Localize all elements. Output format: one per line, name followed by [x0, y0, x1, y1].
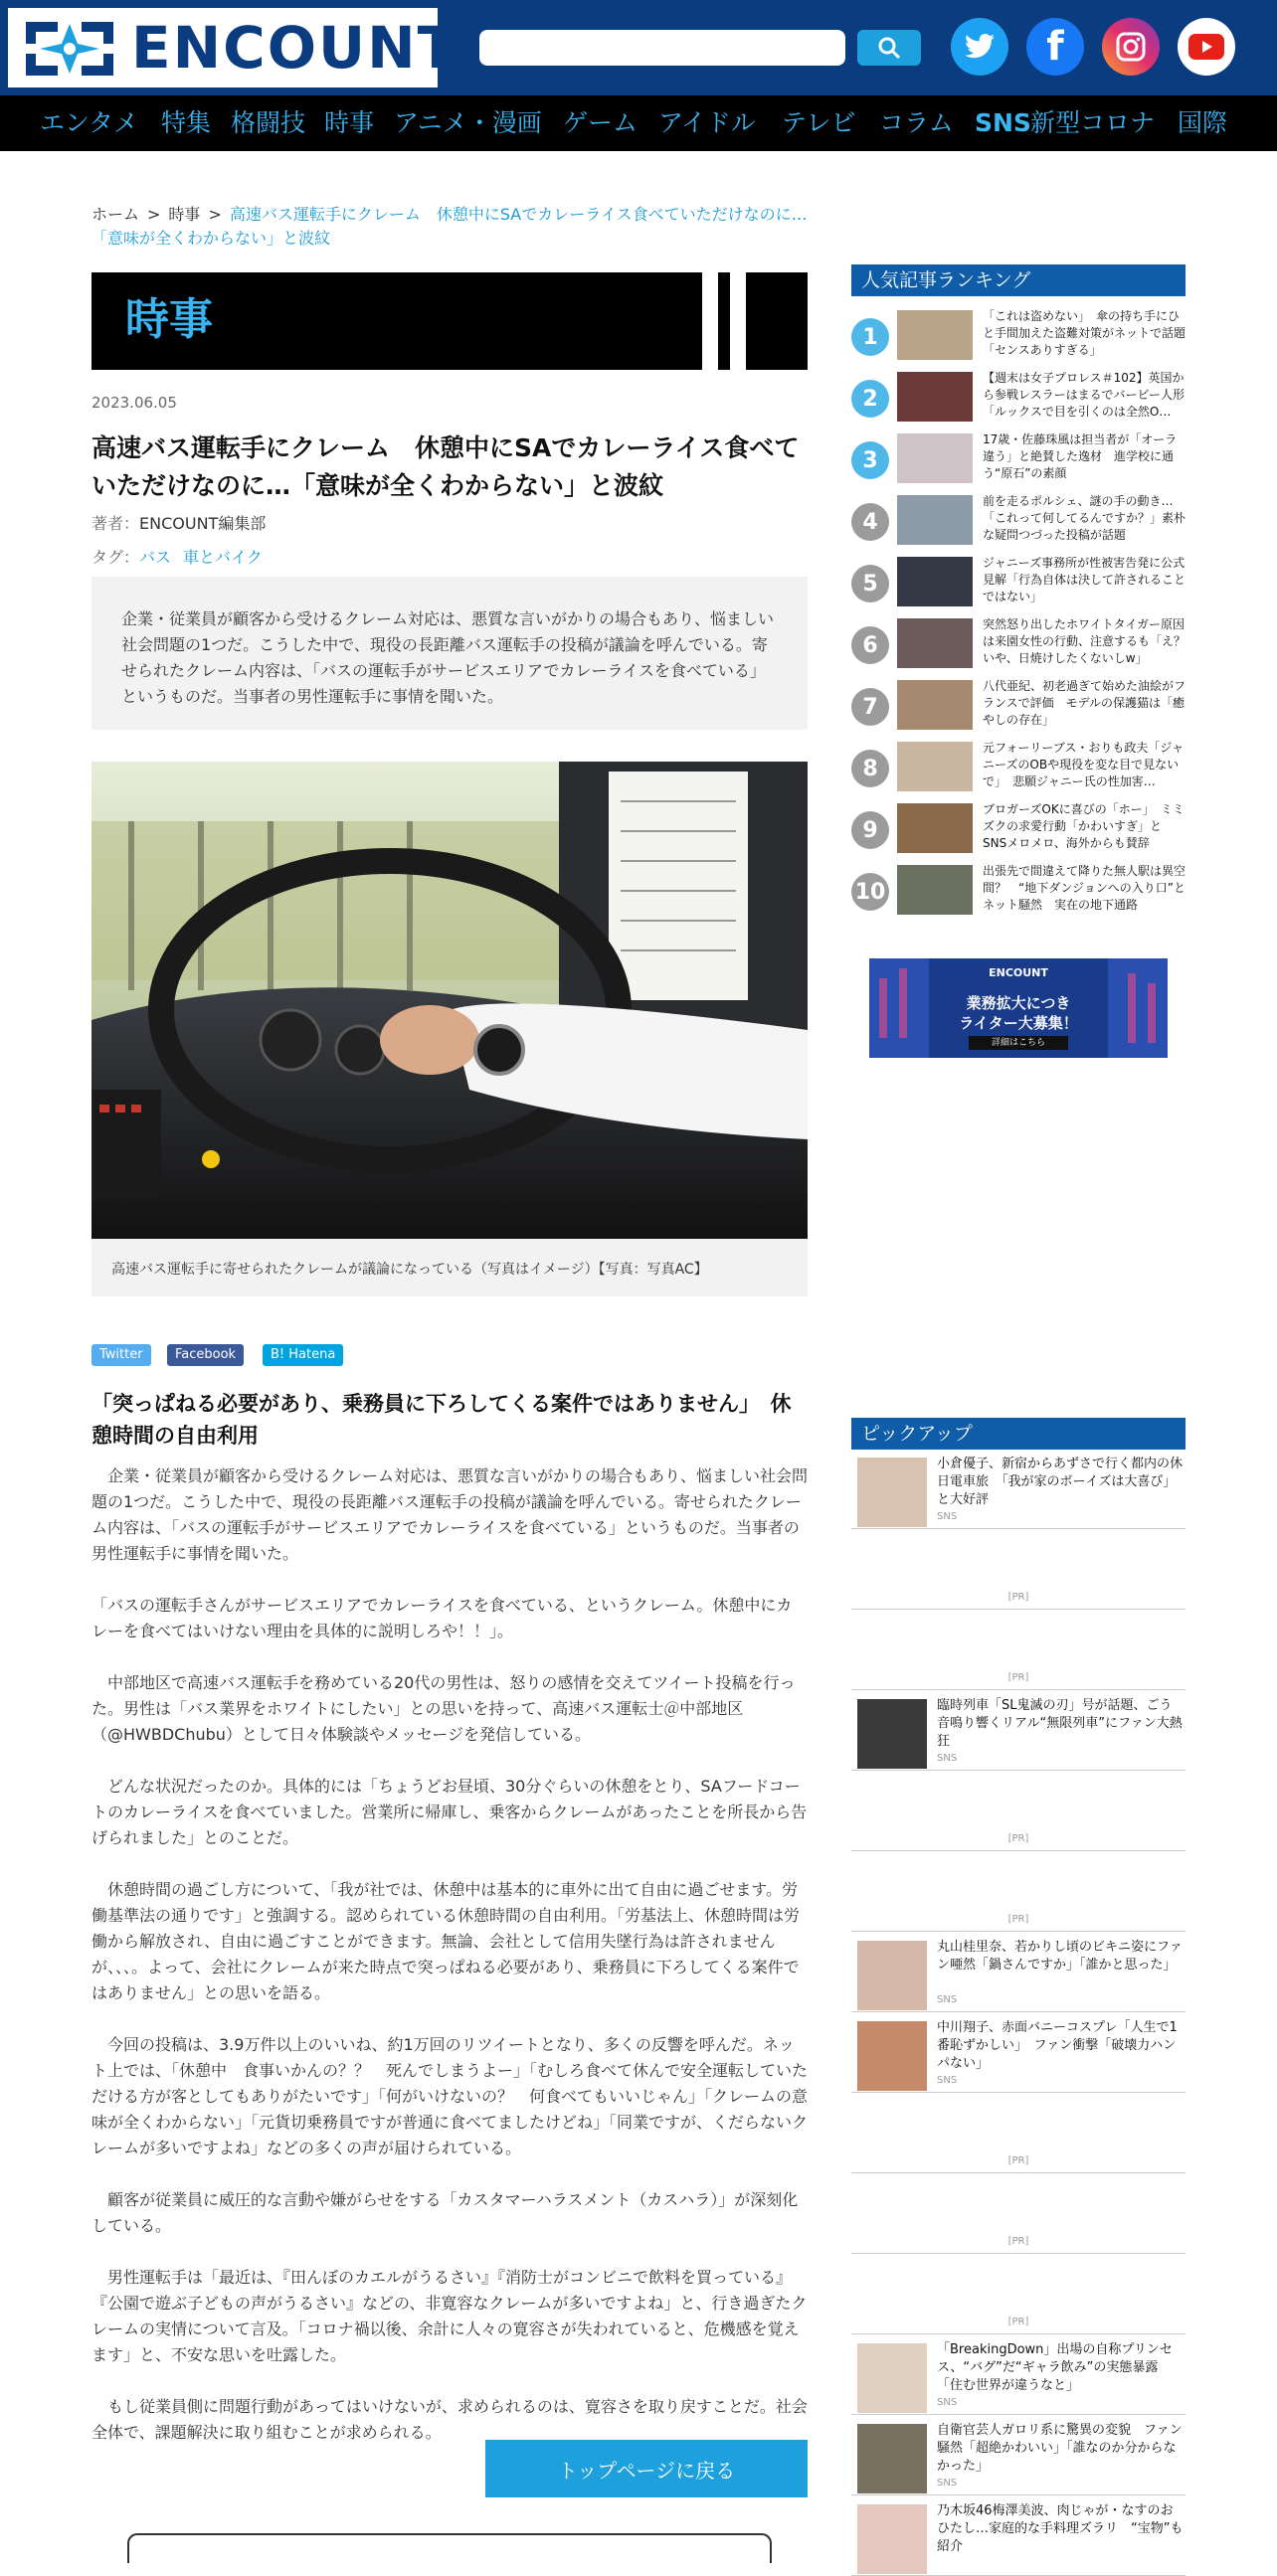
breadcrumb-home[interactable]: ホーム [91, 205, 140, 224]
logo-text: ENCOUNT [131, 14, 459, 82]
ranking-title: ジャニーズ事務所が性被害告発に公式見解「行為自体は決して許されることではない」 [983, 556, 1186, 603]
pickup-header: ピックアップ [851, 1418, 1186, 1450]
logo-mark-icon [18, 14, 121, 84]
instagram-icon [1116, 32, 1146, 62]
banner-logo: ENCOUNT [989, 966, 1048, 979]
search-input[interactable] [479, 30, 845, 66]
pickup-item[interactable] [851, 1933, 1186, 2012]
ranking-number: 8 [851, 750, 889, 787]
twitter-icon [964, 33, 996, 61]
pickup-title: 丸山桂里奈、若かりし頃のビキニ姿にファン唖然「鍋さんですか」「誰かと思った」 [937, 1940, 1183, 1973]
breadcrumb-separator: > [208, 205, 222, 224]
ranking-number: 4 [851, 503, 889, 541]
pickup-item[interactable] [851, 1450, 1186, 1529]
pickup-title: 小倉優子、新宿からあずさで行く都内の休日電車旅 「我が家のボーイズは大喜び」と大好評 [937, 1457, 1184, 1507]
pickup-source: SNS [937, 1511, 958, 1522]
ranking-item[interactable] [851, 493, 1186, 549]
article-hero-image [91, 762, 808, 1239]
pickup-source: SNS [937, 1753, 958, 1764]
breadcrumb-category[interactable]: 時事 [168, 205, 201, 224]
facebook-link[interactable] [1026, 18, 1084, 76]
ranking-item[interactable] [851, 678, 1186, 734]
share-facebook-label: Facebook [175, 1347, 237, 1362]
ranking-item[interactable] [851, 616, 1186, 672]
article-paragraph: 顧客が従業員に威圧的な言動や嫌がらせをする「カスタマーハラスメント（カスハラ）」が深刻化している。 [91, 2190, 799, 2235]
global-nav [0, 95, 1277, 153]
article-paragraph: 「バスの運転手さんがサービスエリアでカレーライスを食べている、というクレーム。休憩中にカレーを食べてはいけない理由を具体的に説明しろや！！」。 [91, 1596, 793, 1640]
article-title: 高速バス運転手にクレーム 休憩中にSAでカレーライス食べていただけなのに…「意味が全くわからない」と波紋 [91, 433, 800, 500]
ranking-title: 【週末は女子プロレス＃102】英国から参戦レスラーはまるでバービー人形「ルックスで目を引くのは全然O… [983, 371, 1186, 419]
article-tags [91, 545, 263, 568]
ranking-item[interactable] [851, 555, 1186, 610]
banner-line1: 業務拡大につき [966, 994, 1071, 1012]
pickup-item[interactable] [851, 2496, 1186, 2576]
nav-item-tokushu[interactable]: 特集 [161, 108, 212, 137]
pickup-title: 中川翔子、赤面バニーコスプレ「人生で1番恥ずかしい」 ファン衝撃「破壊力ハンパない」 [937, 2020, 1178, 2071]
ranking-number: 6 [851, 626, 889, 664]
pickup-title: 自衛官芸人ガロリ系に驚異の変貌 ファン騒然「超絶かわいい」「誰なのか分からなかった」 [937, 2423, 1183, 2474]
category-label: 時事 [125, 294, 213, 345]
ranking-number: 10 [851, 873, 889, 911]
site-logo[interactable] [6, 6, 459, 89]
pickup-thumbnail [857, 1699, 927, 1769]
banner-line2: ライター大募集！ [959, 1014, 1078, 1032]
share-hatena-label: B! Hatena [271, 1347, 336, 1362]
instagram-link[interactable] [1102, 18, 1160, 76]
facebook-icon: f [1046, 24, 1064, 70]
ranking-number: 3 [851, 441, 889, 479]
ranking-thumbnail [897, 618, 973, 668]
ranking-item[interactable] [851, 431, 1186, 487]
banner-button: 詳細はこちら [969, 1036, 1068, 1050]
ranking-title: 「これは盗めない」 傘の持ち手にひと手間加えた盗難対策がネットで話題「センスありすぎる」 [983, 309, 1186, 357]
ranking-title: 前を走るポルシェ、謎の手の動き…「これって何してるんですか？」素朴な疑問つづった投稿が話題 [983, 494, 1186, 542]
ranking-title: 出張先で間違えて降りた無人駅は異空間？ “地下ダンジョンへの入り口”とネット騒然 実在の地下通路 [983, 864, 1186, 912]
pickup-thumbnail [857, 2504, 927, 2574]
pickup-item[interactable] [851, 2013, 1186, 2093]
share-twitter-label: Twitter [99, 1347, 143, 1362]
ranking-item[interactable] [851, 308, 1186, 364]
search-button[interactable] [857, 30, 921, 66]
ranking-thumbnail [897, 803, 973, 853]
article-date: 2023.06.05 [91, 394, 177, 412]
pr-slot[interactable] [851, 1772, 1186, 1851]
ranking-thumbnail [897, 310, 973, 360]
pickup-thumbnail [857, 1458, 927, 1527]
ranking-item[interactable] [851, 370, 1186, 426]
site-header [0, 0, 1277, 95]
article-body [91, 1463, 808, 2472]
ranking-thumbnail [897, 372, 973, 422]
ranking-title: 17歳・佐藤珠風は担当者が「オーラ違う」と絶賛した逸材 進学校に通う“原石”の素顔 [983, 432, 1178, 480]
category-stripe [702, 272, 718, 370]
ranking-thumbnail [897, 557, 973, 606]
nav-item-jiji[interactable]: 時事 [324, 108, 375, 137]
ranking-title: 八代亜紀、初老過ぎて始めた油絵がフランスで評価 モデルの保護猫は「癒やしの存在」 [983, 679, 1186, 727]
twitter-link[interactable] [951, 18, 1008, 76]
share-facebook-button[interactable] [167, 1344, 244, 1366]
pickup-source: SNS [937, 2478, 958, 2489]
article-paragraph: 中部地区で高速バス運転手を務めている20代の男性は、怒りの感情を交えてツイート投稿を行った。男性は「バス業界をホワイトにしたい」との思いを持って、高速バス運転士＠中部地区（@HWBDChubu）として日々体験談やメッセージを発信している。 [91, 1673, 796, 1744]
breadcrumb-separator: > [147, 205, 161, 224]
article-paragraph: 男性運転手は「最近は、『田んぼのカエルがうるさい』『消防士がコンビニで飲料を買っている』『公園で遊ぶ子どもの声がうるさい』などの、非寛容なクレームが多いですよね」と、行き過ぎたクレームの実情について言及。「コロナ禍以後、余計に人々の寛容さが失われていると、危機感を覚えます」と、不安な思いを吐露した。 [91, 2268, 808, 2364]
share-hatena-button[interactable] [263, 1344, 343, 1366]
writer-recruit-banner[interactable] [869, 958, 1168, 1058]
article-paragraph: どんな状況だったのか。具体的には「ちょうどお昼頃、30分ぐらいの休憩をとり、SAフードコートのカレーライスを食べていました。営業所に帰庫し、乗客からクレームがあったことを所長から告げられました」とのことだ。 [91, 1777, 808, 1847]
pickup-thumbnail [857, 2021, 927, 2091]
youtube-icon [1188, 34, 1224, 60]
search-icon [876, 35, 902, 61]
pr-label: [PR] [1007, 2236, 1029, 2247]
article-summary: 企業・従業員が顧客から受けるクレーム対応は、悪質な言いがかりの場合もあり、悩ましい社会問題の1つだ。こうした中で、現役の長距離バス運転手の投稿が議論を呼んでいる。寄せられたクレーム内容は、「バスの運転手がサービスエリアでカレーライスを食べている」というものだ。当事者の男性運転手に事情を聞いた。 [91, 577, 808, 730]
author-label: 著者： [91, 514, 140, 533]
ranking-title: 元フォーリーブス・おりも政夫「ジャニーズのOBや現役を変な目で見ないで」 悲願ジャニー氏の性加害… [983, 741, 1185, 788]
nav-item-corona[interactable]: 新型コロナ [1030, 108, 1156, 137]
ranking-number: 1 [851, 318, 889, 356]
pickup-thumbnail [857, 2343, 927, 2413]
pickup-source: SNS [937, 2075, 958, 2086]
ranking-thumbnail [897, 680, 973, 730]
pr-label: [PR] [1007, 2317, 1029, 2327]
nav-item-sns[interactable]: SNS [975, 108, 1031, 137]
ranking-item[interactable] [851, 863, 1186, 919]
ranking-number: 9 [851, 811, 889, 849]
bus-steering-wheel-illustration [91, 762, 808, 1239]
ranking-thumbnail [897, 433, 973, 483]
share-twitter-button[interactable] [91, 1344, 151, 1366]
pickup-title: 臨時列車「SL鬼滅の刃」号が話題、ごう音鳴り響くリアル“無限列車”にファン大熱狂 [937, 1698, 1183, 1749]
pickup-title: 「BreakingDown」出場の自称プリンセス、“バグ”だ“ギャラ飲み”の実態暴露「住む世界が違うなと」 [937, 2342, 1173, 2393]
pickup-source: SNS [937, 1994, 958, 2005]
ranking-header: 人気記事ランキング [851, 264, 1186, 296]
pr-slot[interactable] [851, 2255, 1186, 2334]
category-stripe [730, 272, 746, 370]
article-paragraph: 休憩時間の過ごし方について、「我が社では、休憩中は基本的に車外に出て自由に過ごせます。労働基準法の通りです」と強調する。認められている休憩時間の自由利用。「労基法上、休憩時間は労働から解放され、自由に過ごすことができます。無論、会社として信用失墜行為は許されませんが、、、。よって、会社にクレームが来た時点で突っぱねる必要があり、乗務員に下ろしてくる案件ではありません」との思いを語る。 [91, 1880, 801, 2002]
pickup-thumbnail [857, 2424, 927, 2493]
article-paragraph: もし従業員側に問題行動があってはいけないが、求められるのは、寛容さを取り戻すことだ。社会全体で、課題解決に取り組むことが求められる。 [91, 2397, 808, 2442]
ranking-thumbnail [897, 742, 973, 791]
nav-item-game[interactable]: ゲーム [563, 108, 638, 137]
article-paragraph: 企業・従業員が顧客から受けるクレーム対応は、悪質な言いがかりの場合もあり、悩ましい社会問題の1つだ。こうした中で、現役の長距離バス運転手の投稿が議論を呼んでいる。寄せられたクレーム内容は、「バスの運転手がサービスエリアでカレーライスを食べている」というものだ。当事者の男性運転手に事情を聞いた。 [91, 1466, 809, 1563]
tag-link[interactable]: バス [139, 548, 172, 567]
pr-slot[interactable] [851, 1611, 1186, 1690]
pr-slot[interactable] [851, 1852, 1186, 1932]
pr-label: [PR] [1007, 1833, 1029, 1844]
back-to-top-button[interactable]: トップページに戻る [485, 2440, 808, 2497]
pr-label: [PR] [1007, 1592, 1029, 1603]
image-caption: 高速バス運転手に寄せられたクレームが議論になっている（写真はイメージ）【写真：写真AC】 [91, 1239, 808, 1296]
pr-label: [PR] [1007, 1672, 1029, 1683]
article-subheading: 「突っぱねる必要があり、乗務員に下ろしてくる案件ではありません」 休憩時間の自由利用 [91, 1392, 792, 1448]
breadcrumb [91, 203, 808, 251]
ranking-title: 突然怒り出したホワイトタイガー原因は来園女性の行動、注意するも「え？いや、日焼けしたくないしw」 [983, 617, 1186, 665]
tags-label: タグ： [91, 548, 140, 567]
article-author [91, 511, 266, 534]
category-banner [91, 272, 808, 370]
ranking-thumbnail [897, 865, 973, 915]
pickup-thumbnail [857, 1941, 927, 2010]
related-box-edge [127, 2533, 772, 2563]
ranking-number: 5 [851, 565, 889, 602]
ranking-item[interactable] [851, 740, 1186, 795]
pr-label: [PR] [1007, 1914, 1029, 1925]
pr-slot[interactable] [851, 2174, 1186, 2254]
pickup-item[interactable] [851, 2416, 1186, 2495]
nav-item-tv[interactable]: テレビ [782, 108, 856, 137]
ranking-item[interactable] [851, 801, 1186, 857]
pr-label: [PR] [1007, 2155, 1029, 2166]
ranking-title: ブロガーズOKに喜びの「ホー」 ミミズクの求愛行動「かわいすぎ」とSNSメロメロ、海外からも賛辞 [983, 802, 1185, 850]
pickup-title: 乃木坂46梅澤美波、肉じゃが・なすのおひたし…家庭的な手料理ズラリ “宝物”も紹介 [937, 2503, 1184, 2554]
breadcrumb-current: 高速バス運転手にクレーム 休憩中にSAでカレーライス食べていただけなのに…「意味が全くわからない」と波紋 [91, 205, 808, 248]
ranking-thumbnail [897, 495, 973, 545]
article-paragraph: 今回の投稿は、3.9万件以上のいいね、約1万回のリツイートとなり、多くの反響を呼んだ。ネット上では、「休憩中 食事いかんの？？ 死んでしまうよー」「むしろ食べて休んで安全運転していただける方が客としてもありがたいです」「何がいけないの？ 何食べてもいいじゃん」「クレームの意味が全くわからない」「元貨切乗務員ですが普通に食べてましたけどね」「同業ですが、くだらないクレームが多いですよね」などの多くの声が届けられている。 [91, 2035, 809, 2157]
ranking-number: 2 [851, 380, 889, 418]
tag-link[interactable]: 車とバイク [183, 548, 263, 567]
nav-item-kokusai[interactable]: 国際 [1178, 108, 1228, 137]
nav-item-anime[interactable]: アニメ・漫画 [394, 108, 542, 137]
nav-item-entame[interactable]: エンタメ [40, 108, 139, 137]
youtube-link[interactable] [1178, 18, 1235, 76]
ranking-number: 7 [851, 688, 889, 726]
pickup-source: SNS [937, 2397, 958, 2408]
pr-slot[interactable] [851, 1530, 1186, 1610]
nav-item-idol[interactable]: アイドル [658, 108, 756, 137]
pickup-item[interactable] [851, 1691, 1186, 1771]
nav-item-kakutogi[interactable]: 格闘技 [231, 108, 306, 137]
pickup-item[interactable] [851, 2335, 1186, 2415]
pr-slot[interactable] [851, 2094, 1186, 2173]
nav-item-column[interactable]: コラム [879, 108, 954, 137]
author-name: ENCOUNT編集部 [139, 514, 267, 533]
